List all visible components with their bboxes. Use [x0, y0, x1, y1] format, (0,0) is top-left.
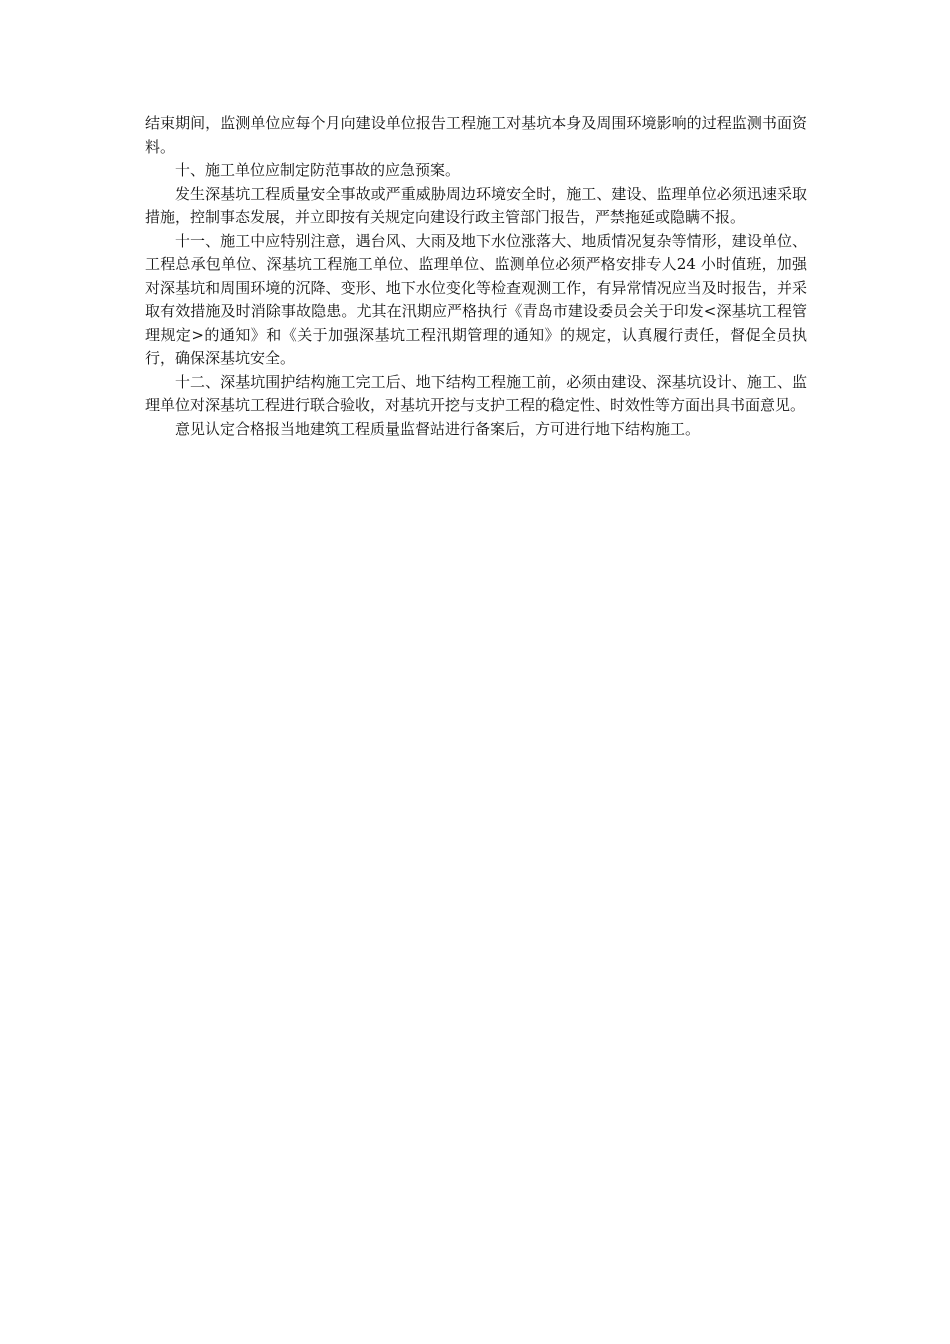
paragraph-acceptance-filing: 意见认定合格报当地建筑工程质量监督站进行备案后，方可进行地下结构施工。	[175, 419, 701, 438]
paragraph-item-12: 十二、深基坑围护结构施工完工后、地下结构工程施工前，必须由建设、深基坑设计、施工、监理单位对深基坑工程进行联合验收，对基坑开挖与支护工程的稳定性、时效性等方面出具书面意见。	[145, 372, 807, 414]
paragraph-monitoring-report: 结束期间，监测单位应每个月向建设单位报告工程施工对基坑本身及周围环境影响的过程监测书面资料。	[145, 114, 807, 156]
paragraph-item-10: 十、施工单位应制定防范事故的应急预案。	[175, 161, 461, 179]
document-body	[145, 112, 807, 441]
paragraph-accident-response: 发生深基坑工程质量安全事故或严重威胁周边环境安全时，施工、建设、监理单位必须迅速采取措施，控制事态发展，并立即按有关规定向建设行政主管部门报告，严禁拖延或隐瞒不报。	[145, 184, 807, 226]
paragraph-item-11: 十一、施工中应特别注意，遇台风、大雨及地下水位涨落大、地质情况复杂等情形，建设单位、工程总承包单位、深基坑工程施工单位、监理单位、监测单位必须严格安排专人24 小时值班，加强对深基坑和周围环境的沉降、变形、地下水位变化等检查观测工作，有异常情况应当及时报告，并采取有效措施及时消除事故隐患。尤其在汛期应严格执行《青岛市建设委员会关于印发<深基坑工程管理规定>的通知》和《关于加强深基坑工程汛期管理的通知》的规定，认真履行责任，督促全员执行，确保深基坑安全。	[145, 231, 807, 367]
